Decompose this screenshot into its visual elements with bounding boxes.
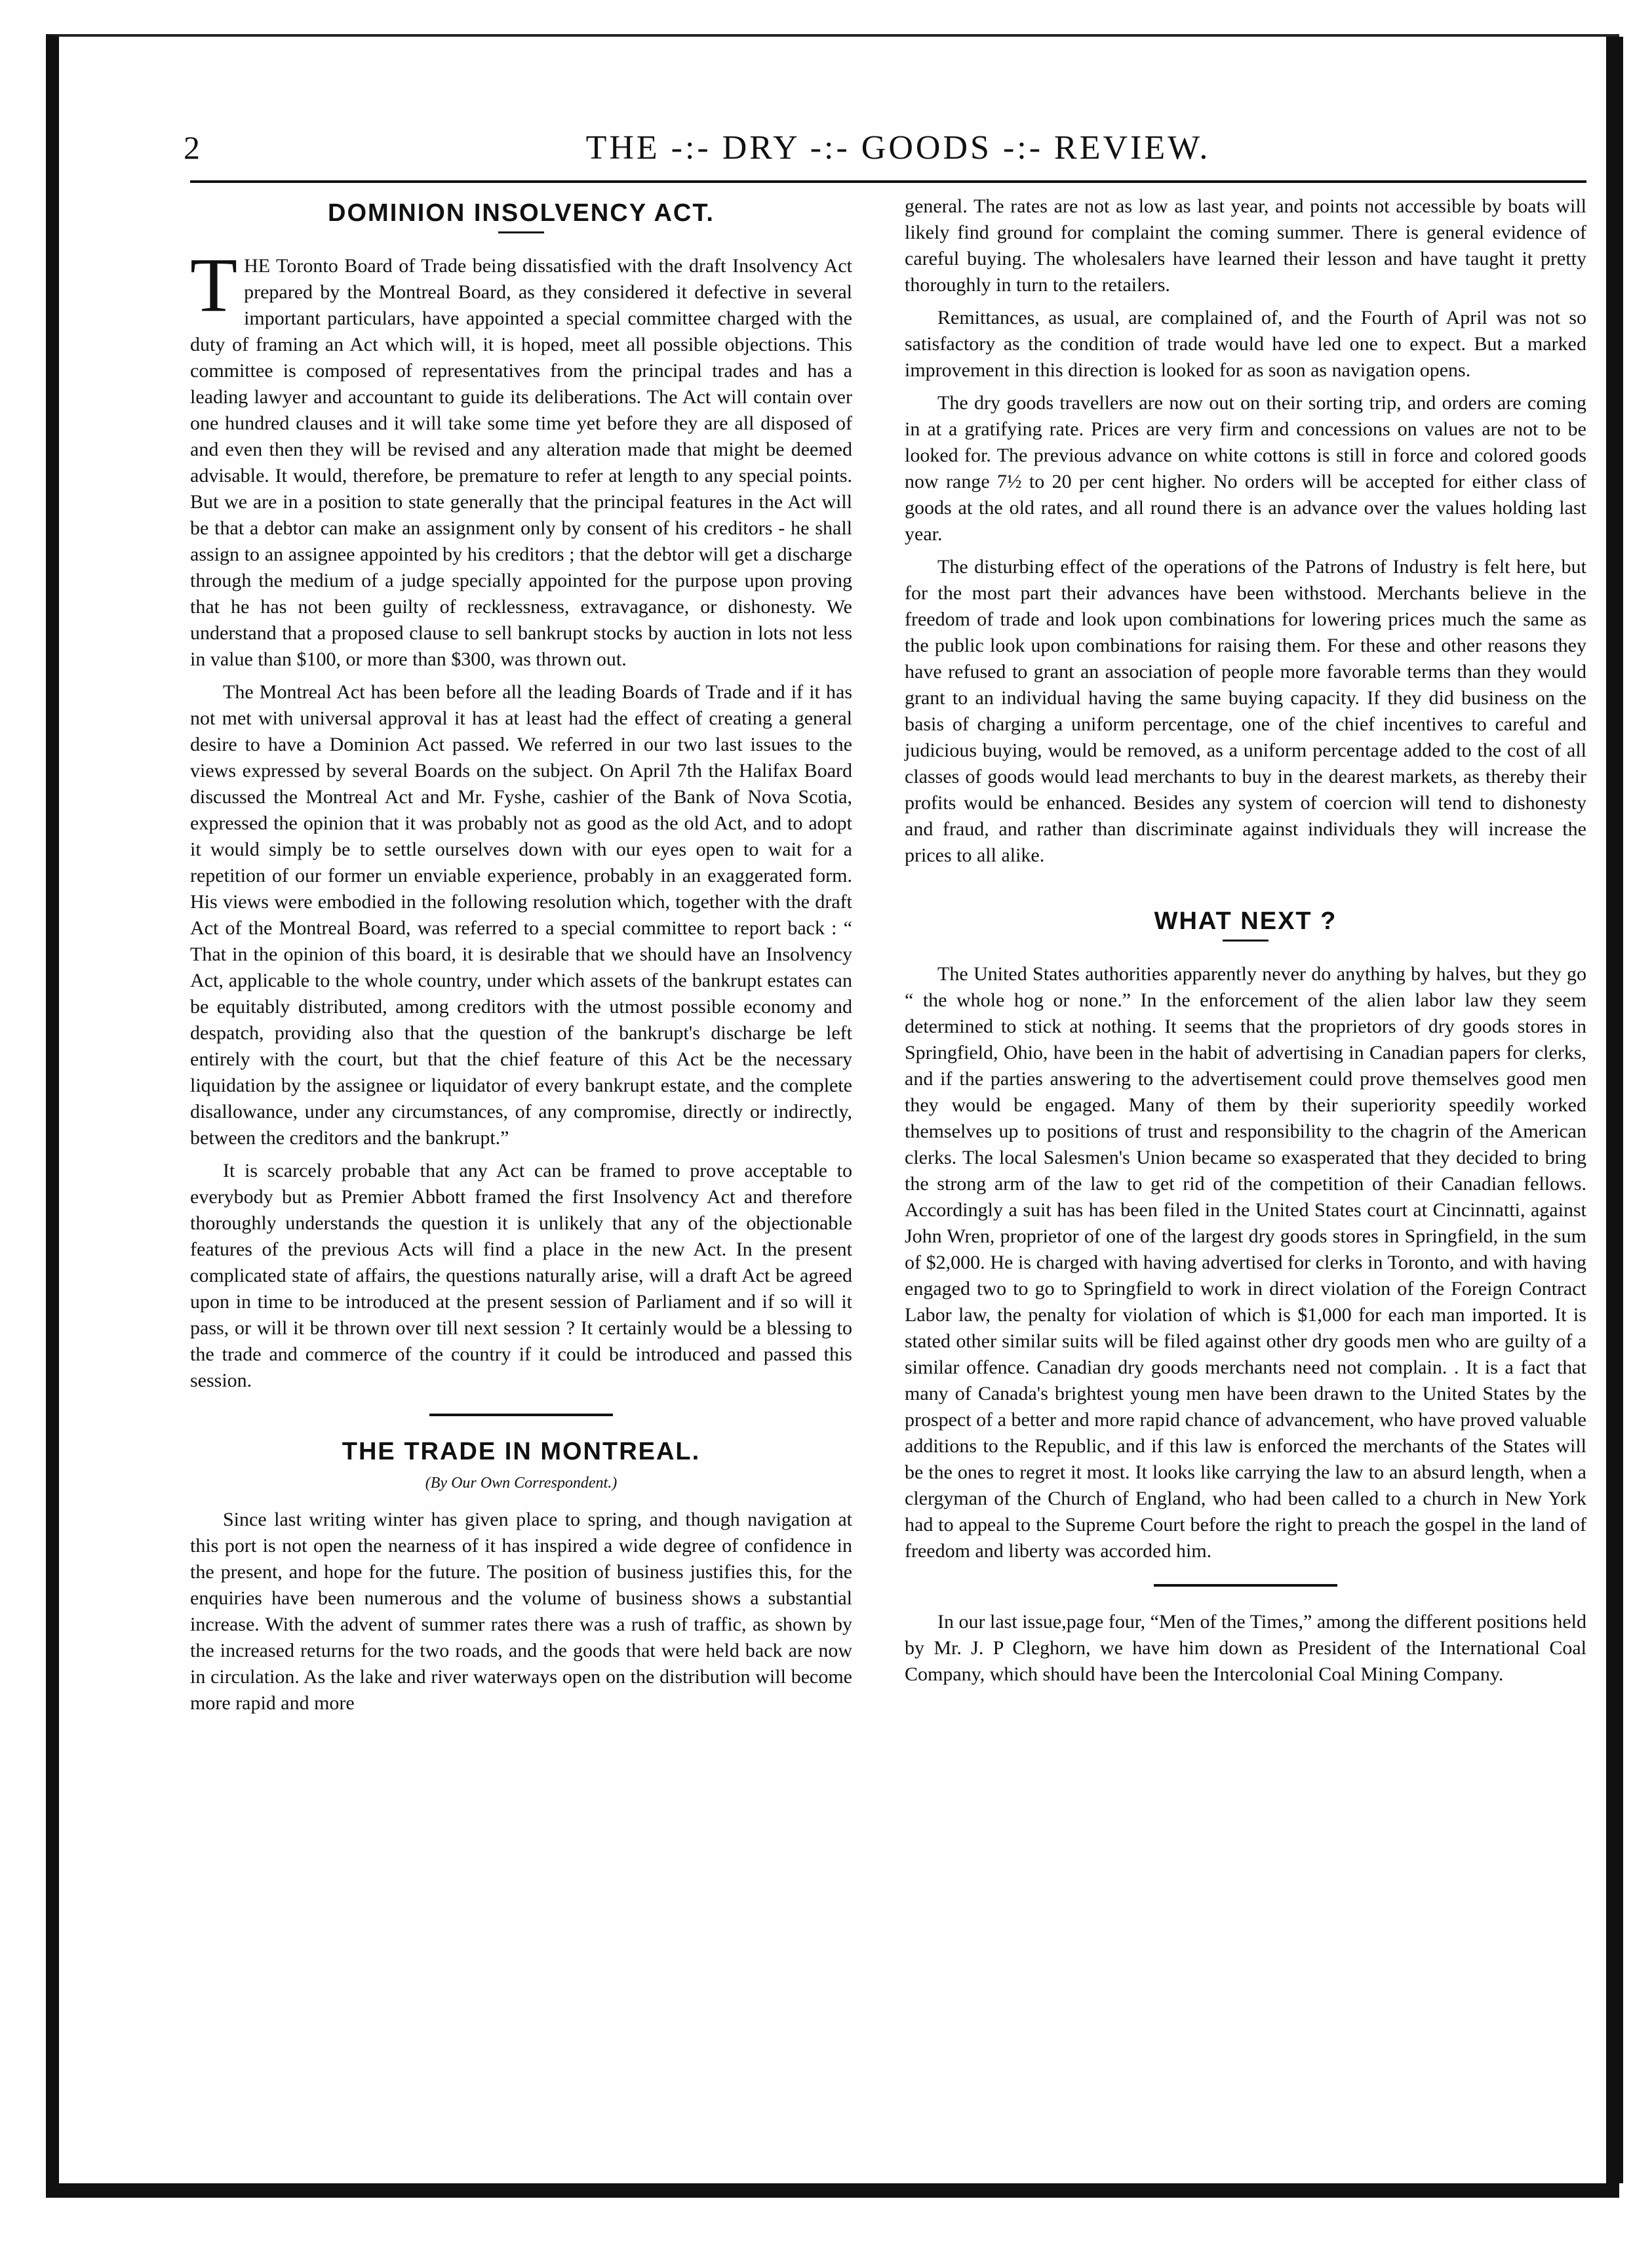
article-paragraph: The United States authorities apparently never do anything by halves, but they go “ the whole hog or none.” In the enforcement of the alien labor law they seem determined to stick at nothing. It seems that the proprietors of dry goods stores in Springfield, Ohio, have been in the habit of advertising in Canadian papers for clerks, and if the parties answering to the advertisement could prove themselves good men they would be engaged. Many of them by their superiority speedily worked themselves up to positions of trust and responsibility to the chagrin of the American clerks. The local Salesmen's Union became so exasperated that they decided to bring the strong arm of the law to get rid of the competition of their Canadian fellows. Accordingly a suit has has been filed in the United States court at Cincinnatti, against John Wren, proprietor of one of the largest dry goods stores in Springfield, in the sum of $2,000. He is charged with having advertised for clerks in Toronto, and with having engaged two to go to Springfield to work in direct violation of the Foreign Contract Labor law, the penalty for violation of which is $1,000 for each man imported. It is stated other similar suits will be filed against other dry goods men who are guilty of a similar offence. Canadian dry goods merchants need not complain. . It is a fact that many of Canada's brightest young men have been drawn to the United States by the prospect of a better and more rapid chance of advancement, who have proved valuable additions to the Republic, and if this law is enforced the merchants of the States will be the ones to regret it most. It looks like carrying the law to an absurd length, when a clergyman of the Church of England, who had been called to a church in New York had to appeal to the Supreme Court before the right to preach the gospel in the land of freedom and liberty was accorded him. [905, 963, 1586, 1562]
right-column [905, 193, 1586, 1694]
byline: (By Our Own Correspondent.) [425, 1475, 618, 1492]
article-paragraph: The dry goods travellers are now out on their sorting trip, and orders are coming in at a gratifying rate. Prices are very firm and concessions on values are not to be looked for. The previous advance on white cottons is still in force and colored goods now range 7½ to 20 per cent higher. No orders will be accepted for either class of goods at the old rates, and all round there is an advance over the values holding last year. [905, 392, 1586, 545]
article-paragraph: general. The rates are not as low as last year, and points not accessible by boats will likely find ground for complaint the coming summer. There is general evidence of careful buying. The wholesalers have learned their lesson and have taught it pretty thoroughly in turn to the retailers. [905, 195, 1586, 296]
publication-title: THE -:- DRY -:- GOODS -:- REVIEW. [585, 129, 1211, 167]
article-heading-insolvency: DOMINION INSOLVENCY ACT. [328, 199, 715, 227]
spacer [905, 875, 1586, 902]
article-paragraph [190, 242, 852, 673]
article-paragraph: Since last writing winter has given place to spring, and though navigation at this port is not open the nearness of it has inspired a wide degree of confidence in the present, and hope for the future. The position of business justifies this, for the enquiries have been numerous and the volume of business shows a substantial increase. With the advent of summer rates there was a rush of traffic, as shown by the increased returns for the two roads, and the goods that were held back are now in circulation. As the lake and river waterways open on the distribution will become more rapid and more [190, 1509, 852, 1714]
left-column [190, 193, 852, 1723]
page-number: 2 [184, 129, 200, 166]
article-paragraph: Remittances, as usual, are complained of, and the Fourth of April was not so satisfactory as the condition of trade would have led one to expect. But a marked improvement in this direction is looked for as soon as navigation opens. [905, 307, 1586, 381]
paragraph-text: HE Toronto Board of Trade being dissatisfied with the draft Insolvency Act prepared by the Montreal Board, as they considered it defective in several important particulars, have appointed a special committee charged with the duty of framing an Act which will, it is hoped, meet all possible objections. This committee is composed of representatives from the principal trades and has a leading lawyer and accountant to guide its deliberations. The Act will contain over one hundred clauses and it will take some time yet before they are all disposed of and even then they will be revised and any alteration made that might be deemed advisable. It would, therefore, be premature to refer at length to any special points. But we are in a position to state generally that the principal features in the Act will be that a debtor can make an assignment only by consent of his creditors - he shall assign to an assignee appointed by his creditors ; that the debtor will get a discharge through the medium of a judge specially appointed for the purpose upon proving that he has not been guilty of recklessness, extravagance, or dishonesty. We understand that a proposed clause to sell bankrupt stocks by auction in lots not less in value than $100, or more than $300, was thrown out. [190, 255, 852, 670]
section-divider [1154, 1584, 1337, 1587]
correction-notice: In our last issue,page four, “Men of the Times,” among the different positions held by Mr. J. P Cleghorn, we have him down as President of the International Coal Company, which should have been the Intercolonial Coal Mining Company. [905, 1611, 1586, 1685]
heading-rule [1223, 940, 1268, 942]
page-header [184, 121, 1560, 174]
article-heading-what-next: WHAT NEXT ? [1154, 907, 1337, 935]
article-paragraph: The Montreal Act has been before all the leading Boards of Trade and if it has not met with universal approval it has at least had the effect of creating a general desire to have a Dominion Act passed. We referred in our two last issues to the views expressed by several Boards on the subject. On April 7th the Halifax Board discussed the Montreal Act and Mr. Fyshe, cashier of the Bank of Nova Scotia, expressed the opinion that it was probably not as good as the old Act, and to adopt it would simply be to settle ourselves down with our eyes open to wait for a repetition of our former un enviable experience, probably in an exaggerated form. His views were embodied in the following resolution which, together with the draft Act of the Montreal Board, was referred to a special committee to report back : “ That in the opinion of this board, it is desirable that we should have an Insolvency Act, applicable to the whole country, under which assets of the bankrupt estates can be equitably distributed, among creditors with the utmost possible economy and despatch, providing also that the question of the bankrupt's discharge be left entirely with the court, but that the chief feature of this Act be the necessary liquidation by the assignee or liquidator of every bankrupt estate, and the complete disallowance, under any circumstances, of any compromise, directly or indirectly, between the creditors and the bankrupt.” [190, 681, 852, 1149]
article-heading-montreal: THE TRADE IN MONTREAL. [342, 1438, 701, 1465]
header-rule [190, 180, 1586, 183]
heading-rule [498, 231, 544, 233]
drop-cap: T [190, 242, 238, 328]
section-divider [429, 1414, 613, 1416]
article-paragraph: The disturbing effect of the operations of the Patrons of Industry is felt here, but for the most part their advances have been withstood. Merchants believe in the freedom of trade and look upon combinations for lowering prices much the same as the public look upon combinations for raising them. For these and other reasons they have refused to grant an association of people more favorable terms than they would grant to an individual having the same buying capacity. If they did business on the basis of charging a uniform percentage, one of the chief incentives to careful and judicious buying, would be removed, as a uniform percentage added to the cost of all classes of goods would lead merchants to buy in the dearest markets, as thereby their profits would be enhanced. Besides any system of coercion will tend to dishonesty and fraud, and rather than discriminate against individuals they will increase the prices to all alike. [905, 556, 1586, 866]
article-paragraph: It is scarcely probable that any Act can be framed to prove acceptable to everybody but as Premier Abbott framed the first Insolvency Act and therefore thoroughly understands the question it is unlikely that any of the objectionable features of the previous Acts will find a place in the new Act. In the present complicated state of affairs, the questions naturally arise, will a draft Act be agreed upon in time to be introduced at the present session of Parliament and if so will it pass, or will it be thrown over till next session ? It certainly would be a blessing to the trade and commerce of the country if it could be introduced and passed this session. [190, 1160, 852, 1391]
